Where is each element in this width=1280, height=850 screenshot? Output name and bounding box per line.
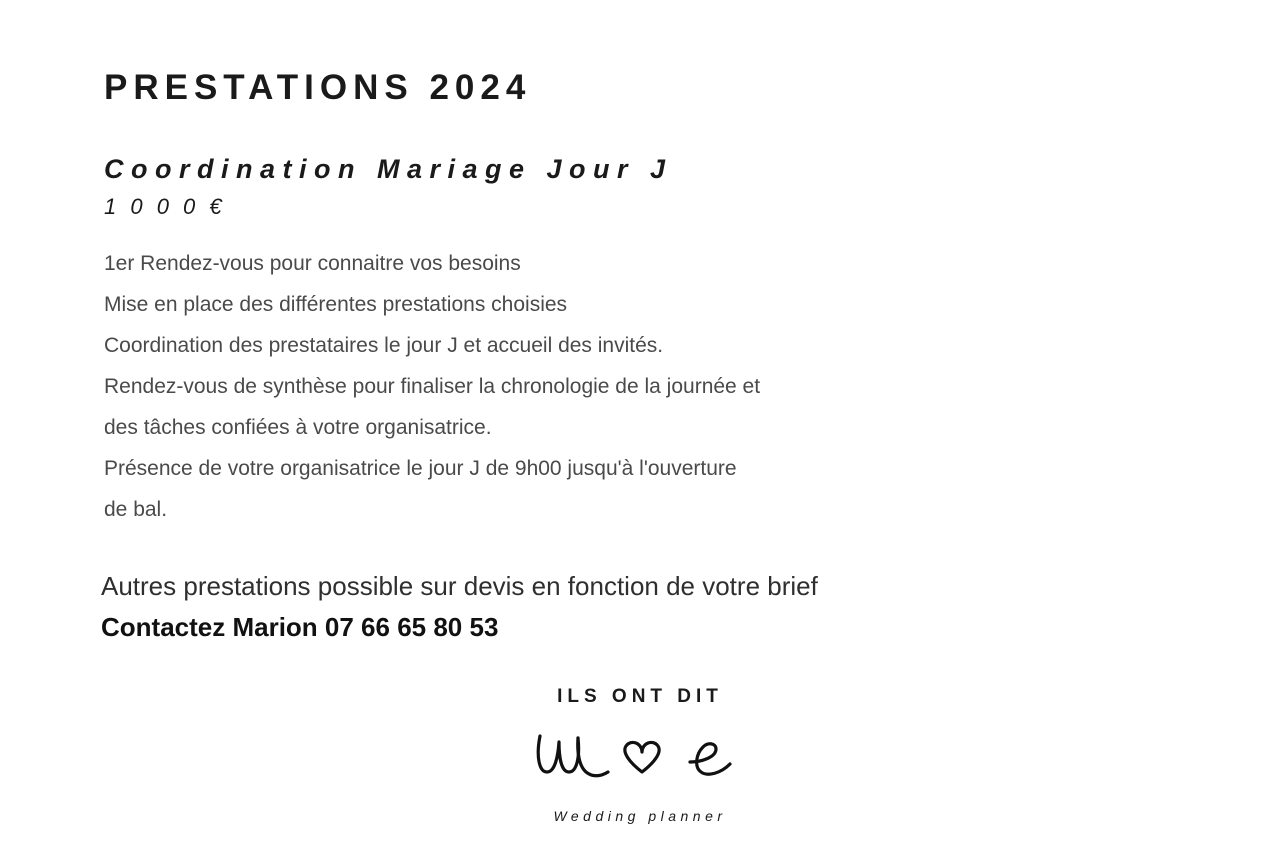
brand-logo	[0, 722, 1280, 796]
script-monogram-w-heart-e-logo	[530, 722, 750, 796]
service-detail-line: Coordination des prestataires le jour J et accueil des invités.	[104, 334, 664, 357]
service-name: Coordination Mariage Jour J	[104, 154, 673, 185]
brand-tagline: Wedding planner	[553, 808, 727, 824]
contact-line: Contactez Marion 07 66 65 80 53	[101, 612, 499, 642]
service-details-list	[104, 243, 1004, 530]
service-detail-line: 1er Rendez-vous pour connaitre vos besoins	[104, 252, 521, 275]
service-detail-line: Rendez-vous de synthèse pour finaliser la chronologie de la journée et	[104, 375, 761, 398]
service-detail-line: de bal.	[104, 498, 168, 521]
footer-heading: ILS ONT DIT	[557, 686, 723, 707]
service-detail-line: Mise en place des différentes prestations choisies	[104, 293, 568, 316]
service-detail-line: des tâches confiées à votre organisatrice.	[104, 416, 492, 439]
page-title: PRESTATIONS 2024	[104, 68, 532, 108]
custom-quote-text: Autres prestations possible sur devis en fonction de votre brief	[101, 571, 818, 601]
document-footer	[0, 686, 1280, 824]
service-detail-line: Présence de votre organisatrice le jour J de 9h00 jusqu'à l'ouverture	[104, 457, 737, 480]
closing-block	[101, 566, 1161, 648]
service-price: 1 0 0 0 €	[104, 194, 226, 219]
